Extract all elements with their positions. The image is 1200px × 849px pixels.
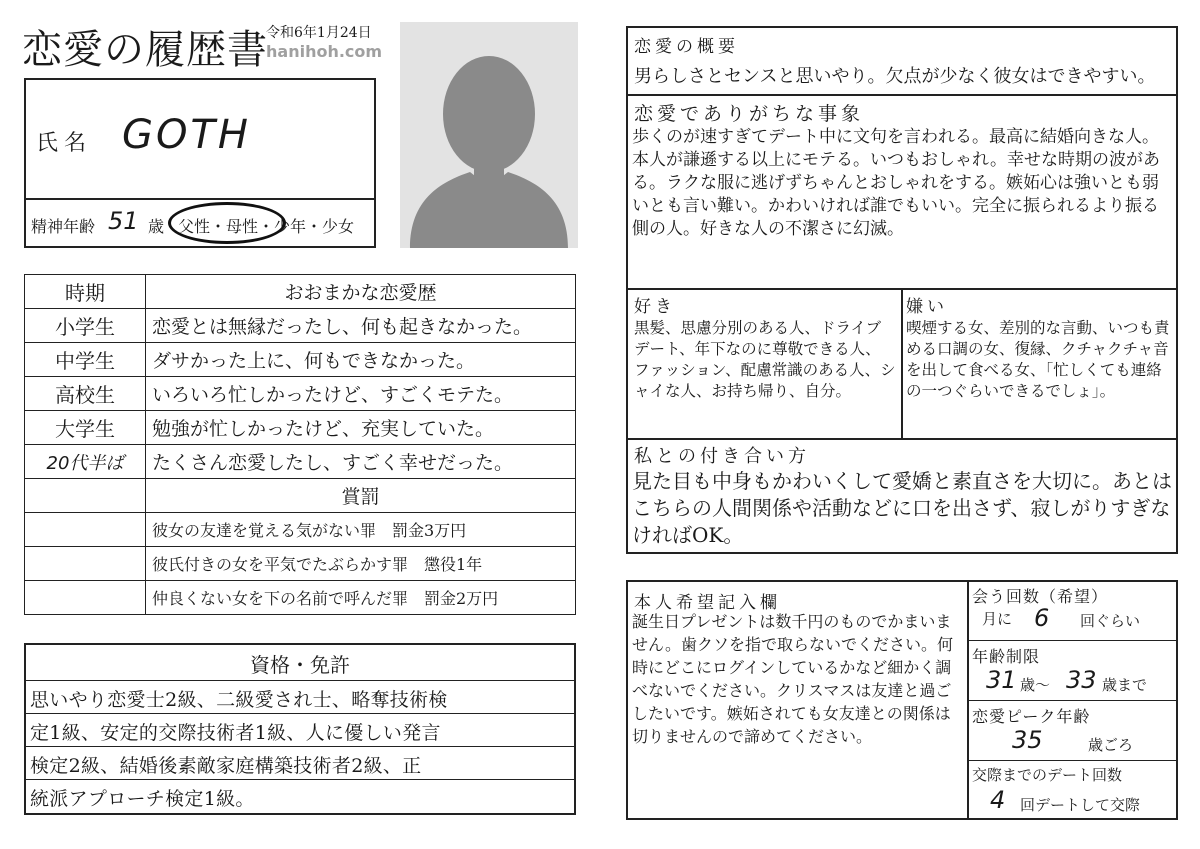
table-row: [25, 479, 576, 513]
column-header-period: 時期: [25, 275, 146, 309]
mental-age-options: 父性・母性・少年・少女: [178, 217, 355, 236]
table-row: [25, 343, 576, 377]
avatar: [400, 22, 578, 248]
table-row: [25, 309, 576, 343]
name-value: GOTH: [122, 112, 251, 158]
meet-frequency-value: 6: [1034, 604, 1050, 632]
dates-before-relationship-suffix: 回デートして交際: [1020, 796, 1141, 814]
period-cell: 中学生: [25, 343, 146, 377]
period-cell: 大学生: [25, 411, 146, 445]
meet-frequency-suffix: 回ぐらい: [1080, 612, 1141, 630]
history-cell: たくさん恋愛したし、すごく幸せだった。: [146, 445, 576, 479]
divider: [967, 700, 1178, 701]
qualification-line: 統派アプローチ検定1級。: [30, 788, 255, 810]
meet-frequency-prefix: 月に: [982, 610, 1013, 628]
empty-cell: [25, 479, 146, 513]
love-history-table: [24, 274, 576, 615]
divider: [967, 760, 1178, 761]
table-row: [25, 581, 576, 615]
history-cell: ダサかった上に、何もできなかった。: [146, 343, 576, 377]
penalty-cell: 彼氏付きの女を平気でたぶらかす罪 懲役1年: [146, 547, 576, 581]
age-limit-title: 年齢制限: [972, 647, 1041, 666]
empty-cell: [25, 581, 146, 615]
wishes-text: 誕生日プレゼントは数千円のものでかまいません。歯クソを指で取らないでください。何時にどこにログインしているかなど細かく調べないでください。クリスマスは友達と過ごしたいです。嫉妬されても女友達との関係は切りませんので諦めてください。: [632, 612, 953, 746]
table-row: [25, 377, 576, 411]
summary-text: 男らしさとセンスと思いやり。欠点が少なく彼女はできやすい。: [634, 66, 1156, 87]
age-limit-separator: 歳～: [1020, 676, 1051, 694]
love-peak-age-title: 恋愛ピーク年齢: [972, 707, 1091, 726]
mental-age-value: 51: [108, 207, 139, 235]
table-row: [25, 513, 576, 547]
age-limit-max: 33: [1066, 666, 1097, 694]
dislikes-text: 喫煙する女、差別的な言動、いつも責める口調の女、復縁、クチャクチャ音を出して食べる女、「忙しくても連絡の一つぐらいできるでしょ」。: [906, 319, 1170, 400]
empty-cell: [25, 547, 146, 581]
divider: [967, 640, 1178, 641]
period-cell: 20代半ば: [25, 445, 146, 479]
penalty-title: 賞罰: [146, 479, 576, 513]
person-silhouette-icon: [400, 22, 578, 248]
penalty-cell: 彼女の友達を覚える気がない罪 罰金3万円: [146, 513, 576, 547]
love-peak-age-value: 35: [1012, 726, 1043, 754]
site-name: hanihoh.com: [266, 42, 383, 61]
mental-age-unit: 歳: [148, 217, 165, 236]
period-cell: 高校生: [25, 377, 146, 411]
period-cell: 小学生: [25, 309, 146, 343]
document-title: 恋愛の履歴書: [22, 27, 268, 73]
dates-before-relationship-value: 4: [990, 786, 1006, 814]
relationship-text: 見た目も中身もかわいくして愛嬌と素直さを大切に。あとはこちらの人間関係や活動などに口を出さず、寂しがりすぎなければOK。: [632, 469, 1172, 547]
summary-label: 恋愛の概要: [634, 37, 739, 57]
table-header-row: [25, 275, 576, 309]
relationship-label: 私との付き合い方: [634, 446, 810, 467]
document-date: 令和6年1月24日: [266, 25, 372, 41]
history-cell: 勉強が忙しかったけど、充実していた。: [146, 411, 576, 445]
qualification-line: 定1級、安定的交際技術者1級、人に優しい発言: [24, 714, 576, 747]
penalty-cell: 仲良くない女を下の名前で呼んだ罪 罰金2万円: [146, 581, 576, 615]
mental-age-label: 精神年齢: [31, 217, 96, 236]
dates-before-relationship-title: 交際までのデート回数: [972, 766, 1123, 784]
age-limit-suffix: 歳まで: [1102, 676, 1148, 694]
qualification-line: 検定2級、結婚後素敵家庭構築技術者2級、正: [24, 747, 576, 780]
likes-text: 黒髪、思慮分別のある人、ドライブデート、年下なのに尊敬できる人、ファッション、配慮常識のある人、シャイな人、お持ち帰り、自分。: [634, 319, 896, 400]
empty-cell: [25, 513, 146, 547]
qualification-line: 思いやり恋愛士2級、二級愛され士、略奪技術検: [24, 681, 576, 714]
divider: [901, 288, 903, 438]
divider: [626, 94, 1178, 96]
wishes-label: 本人希望記入欄: [634, 593, 781, 613]
name-label: 氏名: [36, 131, 93, 156]
common-events-text: 歩くのが速すぎてデート中に文句を言われる。最高に結婚向きな人。本人が謙遜する以上にモテる。いつもおしゃれ。幸せな時期の波がある。ラクな服に逃げずちゃんとおしゃれをする。嫉妬心は強いとも弱いとも言い難い。かわいければ誰でもいい。完全に振られるより振る側の人。好きな人の不潔さに幻滅。: [632, 127, 1161, 239]
age-limit-min: 31: [986, 666, 1017, 694]
circled-option-mark: [168, 202, 286, 244]
meet-frequency-title: 会う回数（希望）: [972, 587, 1109, 606]
table-row: [25, 547, 576, 581]
table-row: [25, 445, 576, 479]
history-cell: 恋愛とは無縁だったし、何も起きなかった。: [146, 309, 576, 343]
dislikes-label: 嫌い: [906, 297, 948, 317]
love-peak-age-suffix: 歳ごろ: [1088, 736, 1134, 754]
history-cell: いろいろ忙しかったけど、すごくモテた。: [146, 377, 576, 411]
common-events-label: 恋愛でありがちな事象: [634, 103, 865, 125]
qualifications-title: 資格・免許: [24, 643, 576, 681]
divider: [626, 438, 1178, 440]
table-row: [25, 411, 576, 445]
likes-label: 好き: [634, 297, 676, 317]
column-header-history: おおまかな恋愛歴: [146, 275, 576, 309]
